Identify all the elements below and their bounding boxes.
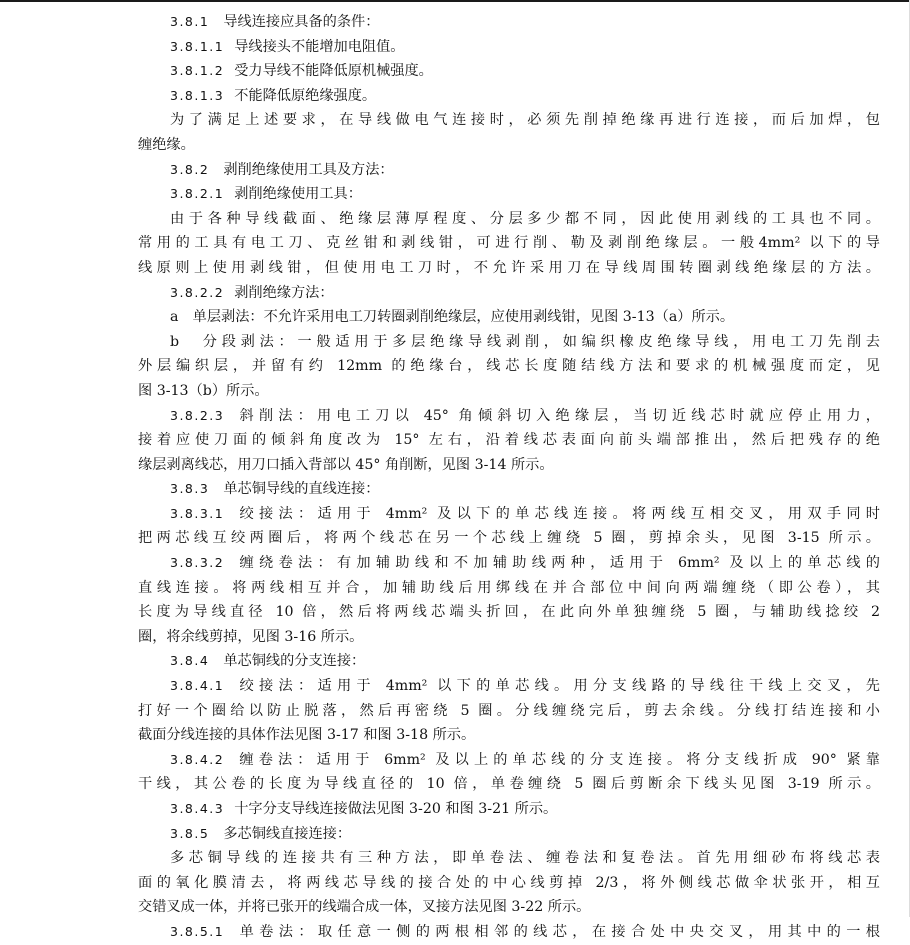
paragraph-line xyxy=(138,354,880,379)
section-number: 3.8.1.1 xyxy=(170,38,225,54)
section-line xyxy=(138,158,880,183)
line-text: 线原则上使用剥线钳，但使用电工刀时，不允许采用刀在导线周围转圈剥线绝缘层的方法。 xyxy=(138,259,880,276)
section-line xyxy=(138,404,880,429)
paragraph-line xyxy=(138,871,880,896)
paragraph-line xyxy=(138,699,880,724)
line-text: 常用的工具有电工刀、克丝钳和剥线钳，可进行削、勒及剥削绝缘层。一般4mm² 以下的导 xyxy=(138,235,880,252)
line-text: 剥削绝缘使用工具及方法： xyxy=(223,161,394,178)
line-text: 缠卷法：适用于 6mm² 及以上的单芯线的分支连接。将分支线折成 90° 紧靠 xyxy=(234,751,880,768)
section-line xyxy=(138,182,880,207)
section-number: 3.8.2 xyxy=(170,161,210,177)
section-number: 3.8.2.3 xyxy=(170,407,225,423)
section-line xyxy=(138,59,880,84)
section-line xyxy=(138,920,880,945)
line-text: 剥削绝缘方法： xyxy=(234,284,334,301)
paragraph-line xyxy=(138,846,880,871)
paragraph-line xyxy=(138,330,880,355)
section-line xyxy=(138,35,880,60)
line-text: 十字分支导线连接做法见图 3-20 和图 3-21 所示。 xyxy=(234,801,558,817)
line-text: 干线，其公卷的长度为导线直径的 10 倍，单卷缠绕 5 圈后剪断余下线头见图 3-19 所示。 xyxy=(138,776,880,793)
line-text: 圈，将余线剪掉，见图 3-16 所示。 xyxy=(138,628,364,645)
paragraph-line xyxy=(138,772,880,797)
paragraph-line xyxy=(138,256,880,281)
line-text: b 分段剥法：一般适用于多层绝缘导线剥削，如编织橡皮绝缘导线，用电工刀先削去 xyxy=(170,333,880,350)
line-text: 导线接头不能增加电阻值。 xyxy=(234,38,405,55)
section-number: 3.8.2.1 xyxy=(170,186,225,202)
section-number: 3.8.1.3 xyxy=(170,87,225,103)
section-number: 3.8.1.2 xyxy=(170,63,225,79)
section-number: 3.8.1 xyxy=(170,14,210,29)
section-line xyxy=(138,649,880,674)
line-text: 单芯铜导线的直线连接： xyxy=(223,481,380,498)
paragraph-line xyxy=(138,231,880,256)
paragraph-line xyxy=(138,133,880,158)
section-line xyxy=(138,797,880,822)
line-text: 不能降低原绝缘强度。 xyxy=(234,87,377,104)
paragraph-line xyxy=(138,453,880,478)
line-text: 剥削绝缘使用工具： xyxy=(234,186,362,203)
paragraph-line xyxy=(138,305,880,330)
line-text: a 单层剥法：不允许采用电工刀转圈剥削绝缘层，应使用剥线钳，见图 3-13（a）所示。 xyxy=(170,309,735,326)
paragraph-line xyxy=(138,379,880,404)
line-text: 缠绝缘。 xyxy=(138,136,195,153)
paragraph-line xyxy=(138,207,880,232)
paragraph-line xyxy=(138,108,880,133)
section-number: 3.8.4.1 xyxy=(170,678,225,694)
paragraph-line xyxy=(138,576,880,601)
line-text: 缠绕卷法：有加辅助线和不加辅助线两种，适用于 6mm² 及以上的单芯线的 xyxy=(234,555,880,572)
section-number: 3.8.3.2 xyxy=(170,555,225,571)
line-text: 交错叉成一体，并将已张开的线端合成一体，叉接方法见图 3-22 所示。 xyxy=(138,899,591,916)
line-text: 缘层剥离线芯，用刀口插入背部以 45° 角削断，见图 3-14 所示。 xyxy=(138,456,554,473)
line-text: 导线连接应具备的条件： xyxy=(223,14,380,30)
line-text: 面的氧化膜清去，将两线芯导线的接合处的中心线剪掉 2/3，将外侧线芯做伞状张开，相互 xyxy=(138,874,880,891)
line-text: 把两芯线互绞两圈后，将两个线芯在另一个芯线上缠绕 5 圈，剪掉余头，见图 3-15 所示。 xyxy=(138,530,880,547)
section-line xyxy=(138,748,880,773)
section-number: 3.8.3 xyxy=(170,481,210,497)
section-number: 3.8.4.3 xyxy=(170,801,225,816)
section-number: 3.8.5 xyxy=(170,825,210,841)
line-text: 外层编织层，并留有约 12mm 的绝缘台，线芯长度随结线方法和要求的机械强度而定，见 xyxy=(138,358,880,375)
section-line xyxy=(138,551,880,576)
line-text: 单卷法：取任意一侧的两根相邻的线芯，在接合处中央交叉，用其中的一根 xyxy=(234,923,880,940)
section-number: 3.8.5.1 xyxy=(170,923,225,939)
line-text: 为了满足上述要求，在导线做电气连接时，必须先削掉绝缘再进行连接，而后加焊，包 xyxy=(170,112,880,129)
line-text: 受力导线不能降低原机械强度。 xyxy=(234,63,433,80)
paragraph-line xyxy=(138,526,880,551)
paragraph-line xyxy=(138,895,880,920)
section-line xyxy=(138,477,880,502)
line-text: 单芯铜线的分支连接： xyxy=(223,653,366,670)
paragraph-line xyxy=(138,625,880,650)
section-number: 3.8.4.2 xyxy=(170,751,225,767)
line-text: 绞接法：适用于 4mm² 及以下的单芯线连接。将两线互相交叉，用双手同时 xyxy=(234,505,880,522)
line-text: 绞接法：适用于 4mm² 以下的单芯线。用分支线路的导线往干线上交叉，先 xyxy=(234,678,880,695)
line-text: 打好一个圈给以防止脱落，然后再密绕 5 圈。分线缠绕完后，剪去余线。分线打结连接和小 xyxy=(138,702,880,719)
line-text: 多芯铜导线的连接共有三种方法，即单卷法、缠卷法和复卷法。首先用细砂布将线芯表 xyxy=(170,850,880,867)
line-text: 直线连接。将两线相互并合，加辅助线后用绑线在并合部位中间向两端缠绕（即公卷），其 xyxy=(138,579,880,596)
line-text: 长度为导线直径 10 倍，然后将两线芯端头折回，在此向外单独缠绕 5 圈，与辅助线捻绞 2 xyxy=(138,604,880,621)
section-line xyxy=(138,674,880,699)
line-text: 斜削法：用电工刀以 45° 角倾斜切入绝缘层，当切近线芯时就应停止用力， xyxy=(234,407,880,424)
section-line xyxy=(138,84,880,109)
section-line xyxy=(138,502,880,527)
section-line xyxy=(138,281,880,306)
paragraph-line xyxy=(138,723,880,748)
line-text: 图 3-13（b）所示。 xyxy=(138,382,269,399)
section-line xyxy=(138,822,880,847)
section-number: 3.8.4 xyxy=(170,653,210,669)
paragraph-line xyxy=(138,600,880,625)
line-text: 多芯铜线直接连接： xyxy=(223,825,352,842)
line-text: 接着应使刀面的倾斜角度改为 15° 左右，沿着线芯表面向前头端部推出，然后把残存的绝 xyxy=(138,432,880,449)
paragraph-line xyxy=(138,428,880,453)
line-text: 由于各种导线截面、绝缘层薄厚程度、分层多少都不同，因此使用剥线的工具也不同。 xyxy=(170,210,880,227)
section-line xyxy=(138,10,880,35)
section-number: 3.8.2.2 xyxy=(170,284,225,300)
line-text: 截面分线连接的具体作法见图 3-17 和图 3-18 所示。 xyxy=(138,727,476,744)
section-number: 3.8.3.1 xyxy=(170,505,225,521)
